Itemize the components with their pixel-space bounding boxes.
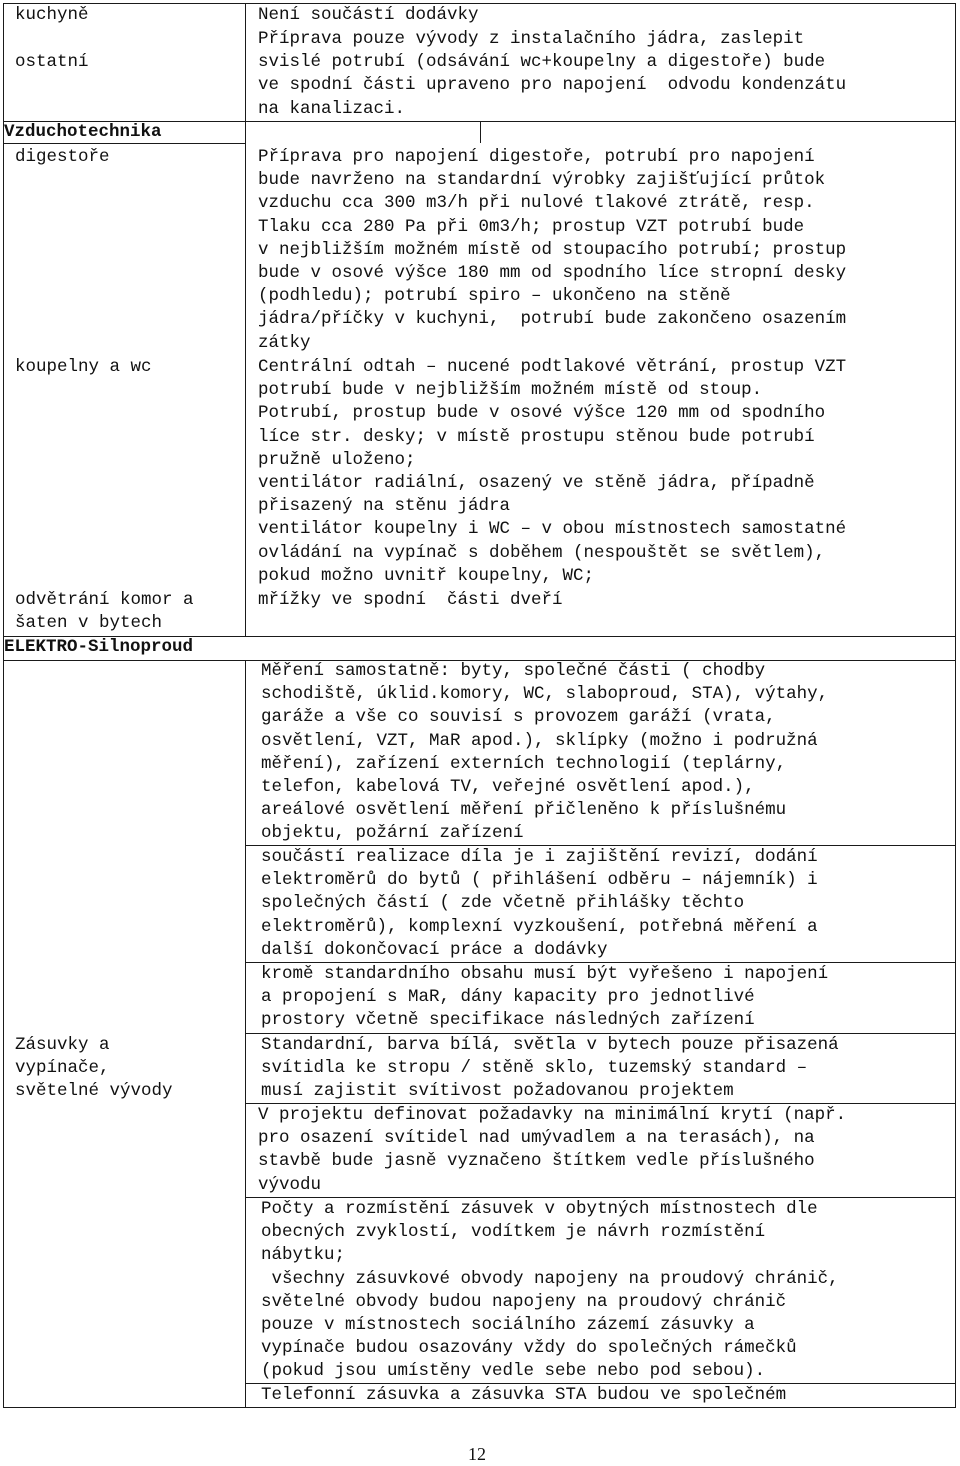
text-line: garáže a vše co souvisí s provozem garáží (vrata, — [261, 707, 776, 728]
text-line: ventilátor koupelny i WC – v obou místnostech samostatné — [258, 519, 847, 540]
text-line: bude v osové výšce 180 mm od spodního líce stropní desky — [258, 263, 847, 283]
section-heading-vzduchotechnika: Vzduchotechnika — [4, 122, 162, 142]
label-kuchyne: kuchyně — [15, 5, 89, 25]
section-heading-elektro-silnoproud: ELEKTRO-Silnoproud — [4, 637, 194, 657]
text-line: schodiště, úklid.komory, WC, slaboproud, STA), výtahy, — [261, 684, 829, 705]
text-line: Telefonní zásuvka a zásuvka STA budou ve společném — [261, 1385, 787, 1405]
text-line: areálové osvětlení měření přičleněno k příslušnému — [261, 800, 787, 821]
text-line: Příprava pro napojení digestoře, potrubí pro napojení — [258, 147, 815, 167]
text-line: telefon, kabelová TV, veřejné osvětlení apod.), — [261, 777, 755, 797]
text-line: svítidla ke stropu / stěně sklo, tuzemský standard – — [261, 1058, 808, 1079]
text-line: Není součástí dodávky — [258, 5, 479, 25]
text-line: na kanalizaci. — [258, 98, 406, 119]
text-line: jádra/příčky v kuchyni, potrubí bude zakončeno osazením — [258, 309, 847, 330]
text-line: další dokončovací práce a dodávky — [261, 939, 608, 960]
text-line: pokud možno uvnitř koupelny, WC; — [258, 565, 595, 586]
text-line: svislé potrubí (odsávání wc+koupelny a digestoře) bude — [258, 52, 826, 73]
text-line: V projektu definovat požadavky na minimální krytí (např. — [258, 1105, 847, 1125]
text-line: (pokud jsou umístěny vedle sebe nebo pod sebou). — [261, 1361, 766, 1382]
text-line: osvětlení, VZT, MaR apod.), sklípky (možno i podružná — [261, 730, 818, 751]
text-line: ventilátor radiální, osazený ve stěně jádra, případně — [258, 473, 815, 493]
text-line: v nejbližším možném místě od stoupacího potrubí; prostup — [258, 239, 847, 260]
text-line: stavbě bude jasně vyznačeno štítkem vedle příslušného — [258, 1151, 815, 1172]
text-line: elektroměrů), komplexní vyzkoušení, potřebná měření a — [261, 916, 818, 937]
text-line: (podhledu); potrubí spiro – ukončeno na stěně — [258, 286, 731, 307]
label-digestore: digestoře — [15, 147, 110, 167]
text-line: musí zajistit svítivost požadovanou projektem — [261, 1081, 734, 1102]
text-line: pro osazení svítidel nad umývadlem a na terasách), na — [258, 1128, 815, 1149]
label-zasuvky-line-3: světelné vývody — [15, 1081, 173, 1101]
text-line: Měření samostatně: byty, společné části ( chodby — [261, 661, 766, 681]
column-divider — [480, 121, 481, 143]
text-line: Tlaku cca 280 Pa při 0m3/h; prostup VZT potrubí bude — [258, 216, 805, 237]
text-line: Příprava pouze vývody z instalačního jádra, zaslepit — [258, 29, 805, 49]
text-line: ovládání na vypínač s doběhem (nespouštět se světlem), — [258, 542, 826, 563]
text-line: Centrální odtah – nucené podtlakové větrání, prostup VZT — [258, 357, 847, 377]
text-line: objektu, požární zařízení — [261, 823, 524, 844]
text-line: součástí realizace díla je i zajištění revizí, dodání — [261, 847, 818, 867]
text-line: prostory včetně specifikace následných zařízení — [261, 1010, 755, 1031]
text-line: Potrubí, prostup bude v osové výšce 120 mm od spodního — [258, 403, 826, 424]
text-line: bude navrženo na standardní výrobky zajišťující průtok — [258, 170, 826, 191]
label-zasuvky-line-1: Zásuvky a — [15, 1035, 110, 1055]
label-ostatni: ostatní — [15, 52, 89, 72]
text-line: zátky — [258, 332, 311, 353]
text-line: přisazený na stěnu jádra — [258, 496, 511, 517]
label-odvetrani-line-2: šaten v bytech — [15, 613, 163, 633]
column-divider — [245, 3, 246, 636]
page-number: 12 — [468, 1444, 486, 1464]
text-line: a propojení s MaR, dány kapacity pro jednotlivé — [261, 987, 755, 1008]
text-line: pouze v místnostech sociálního zázemí zásuvky a — [261, 1315, 755, 1335]
label-koupelny-wc: koupelny a wc — [15, 357, 152, 377]
text-line: pružně uloženo; — [258, 449, 416, 470]
text-line: vývodu — [258, 1174, 322, 1195]
text-line: Počty a rozmístění zásuvek v obytných místnostech dle — [261, 1199, 818, 1219]
text-line: všechny zásuvkové obvody napojeny na proudový chránič, — [261, 1268, 839, 1289]
text-line: obecných zvyklostí, vodítkem je návrh rozmístění — [261, 1222, 766, 1243]
text-line: světelné obvody budou napojeny na proudový chránič — [261, 1291, 787, 1312]
text-line: líce str. desky; v místě prostupu stěnou bude potrubí — [258, 426, 815, 447]
text-line: vypínače budou osazovány vždy do společných rámečků — [261, 1338, 797, 1359]
text-line: Standardní, barva bílá, světla v bytech pouze přisazená — [261, 1035, 839, 1055]
label-zasuvky-line-2: vypínače, — [15, 1058, 110, 1078]
text-line: vzduchu cca 300 m3/h při nulové tlakové ztrátě, resp. — [258, 193, 815, 214]
text-line: mřížky ve spodní části dveří — [258, 590, 563, 610]
text-line: potrubí bude v nejbližším možném místě od stoup. — [258, 380, 763, 401]
text-line: ve spodní části upraveno pro napojení odvodu kondenzátu — [258, 75, 847, 96]
text-line: společných částí ( zde včetně přihlášky těchto — [261, 893, 745, 914]
label-odvetrani-line-1: odvětrání komor a — [15, 590, 194, 610]
column-divider — [245, 660, 246, 1408]
text-line: měření), zařízení externích technologií (teplárny, — [261, 753, 787, 774]
table-border-top — [3, 3, 956, 4]
text-line: nábytku; — [261, 1245, 346, 1266]
text-line: kromě standardního obsahu musí být vyřešeno i napojení — [261, 964, 829, 984]
text-line: elektroměrů do bytů ( přihlášení odběru – nájemník) i — [261, 870, 818, 891]
table-border-left — [3, 3, 4, 1408]
